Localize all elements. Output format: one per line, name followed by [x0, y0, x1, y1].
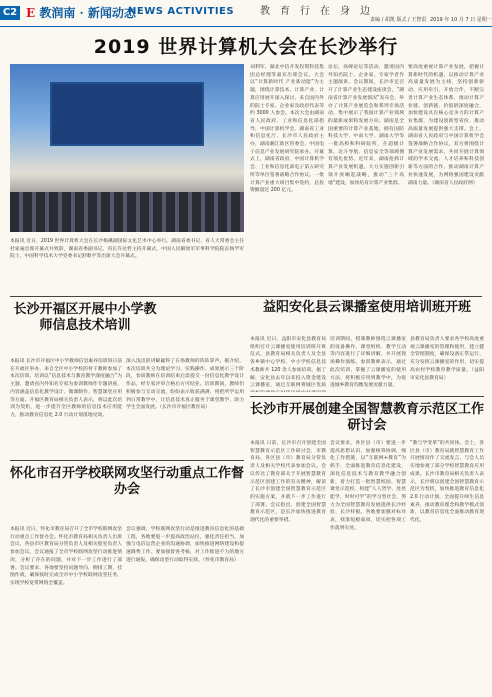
brand-text: 教润南 · 新闻动态	[39, 6, 136, 20]
lead-headline: 2019 世界计算机大会在长沙举行	[93, 36, 399, 58]
brand-e-logo: E	[26, 6, 36, 20]
story1-spacer	[126, 302, 127, 303]
masthead-rule	[0, 26, 492, 27]
story2-title: 益阳安化县云课播室使用培训班开班	[262, 300, 471, 315]
date-line: 2019 年 10 月 7 日 星期一	[430, 17, 492, 23]
story2-divider	[250, 396, 484, 397]
masthead-motto: 教育行在身边	[260, 6, 380, 17]
lead-column-1: 刘利军、湖北中信开发投资科技集团总经理等嘉宾出席会议。大会以“计算新时代 产业新动能”为主题，围绕计算技术、计算产业、计算应用展开深入探讨，来自国内外的院士专家、企业家及政府代表等约 3000 人参会。本次大会由湖南省人民政府、工业和信息化部指导，中国计算机学会、湖南省工业和信息化厅、长沙市人民政府主办，湖南湘江新区管委会、中国电子信息产业发展研究院承办。开幕式上，湖南省政府、中国计算机学会、工业和信息化部电子第五研究所等单位签署战略合作协议。一批计算产业重大项目集中签约，总投资额超过 200 亿元。	[250, 65, 324, 194]
lead-column-3: 要高度重视计算产业发展，把握计算新时代的机遇，以推动计算产业高质量发展为主线，坚持创新驱动、应用牵引、开放合作，不断完善计算产业生态体系，推动计算产业链、创新链、价值链深度融合，加快建设具有核心竞争力的计算产业集群，为建设创新型省份、推动高质量发展提供强大支撑。会上，湖南省人民政府与中国计算机学会签署战略合作协议，双方将围绕计算产业发展需求，共同开展计算领域的学术交流、人才培养和科技创新等方面的合作，推动湖南计算产业快速发展，为网络强国建设贡献湖南力量。（湖南省人民政府网）	[408, 65, 484, 186]
story1-column-2: 深入浅出的讲解赢得了在场教师的阵阵掌声。据介绍，本次培训共分为理论学习、实践操作、成果展示三个阶段，参训教师在培训结束后需提交一份信息化教学设计作品，经专家评审合格后方可结业。培训期间，教师们积极参与互动交流，纷纷表示收获满满，将把所学运用到日常教学中，让信息技术真正服务于课堂教学，助力学生全面发展。（长沙市开福区教育局）	[126, 359, 244, 411]
story3-title: 长沙市开展创建全国智慧教育示范区工作研讨会	[250, 402, 485, 434]
stage-screen	[50, 82, 204, 146]
conference-photo	[10, 64, 244, 232]
story1-column-1: 本报讯 长沙市开福区中小学教师信息素养培训班日前在开福区举办，来自全区中小学校的骨干教师参加了本次培训。培训以“信息技术与教育教学深度融合”为主题，邀请省内外知名专家为参训教师作专题讲座，内容涵盖信息化教学设计、微课制作、智慧课堂应用等方面。开福区教育局相关负责人表示，将以此次培训为契机，进一步提升全区教师的信息技术应用能力，推动教育信息化 2.0 行动计划落地见效。	[10, 359, 122, 418]
section-badge: C2	[0, 6, 20, 20]
story4-column-1: 本报讯 近日，怀化市教育局召开了全市学校联网攻坚行动重点工作督办会。怀化市教育局相关负责人出席会议，各县市区教育局分管负责人及相关股室负责人参加会议。会议通报了全市学校联网攻坚行动推进情况，分析了存在的问题，并对下一步工作进行了部署。会议要求，各地要坚持问题导向，倒排工期，挂图作战，确保按时完成全市中小学校联网攻坚任务，实现学校宽带网络全覆盖。	[10, 527, 122, 586]
brand-title	[26, 4, 136, 21]
story4-divider	[10, 460, 244, 461]
story3-column-2: 会议要求，各区县（市）要进一步提高思想认识，加强统筹协调，细化工作措施，以“互联网+教育”为抓手，全面推进教育信息化建设，深化信息技术与教育教学融合创新，着力打造一批智慧校园、智慧课堂示范校，构建“人人皆学、处处能学、时时可学”的学习型社会，努力为全国智慧教育发展提供长沙经验、长沙样板。各地要加强对标对表，找准短板弱项，切实把各项工作落到实处。	[330, 441, 406, 531]
lead-column-2: 论坛、高峰论坛等活动，邀请国内外知名院士、企业家、专家学者作主题演讲。会议期间，长沙市还召开了计算产业生态建设座谈会，“湖南省计算产业发展情况”发布会，举办了计算产业展览会和系列专场活动，集中展示了我国计算产业领域的最新成果和发展方向。湖南是全国重要的计算产业基地，拥有国防科技大学、中南大学、湖南大学等一批高校和科研院所，在超级计算、北斗导航、信息安全等领域拥有领先优势。近年来，湖南抢抓计算产业发展机遇，大力实施创新引领开放崛起战略，推动“三个高地”建设，加快培育计算产业集群。	[328, 65, 404, 186]
story2-column-3: 县教育局负责人要求各学校高度重视云课播室的管理和使用，建立健全管理制度，确保设备正常运行，充分发挥云课播室的作用，切实提高农村学校教育教学质量。（益阳市安化县教育局）	[410, 337, 484, 381]
story4-column-2: 会议强调，学校联网攻坚行动是推进教育信息化的基础工程，各地要进一步提高政治站位，强化责任担当，加强与电信运营企业的沟通协调，加快推进网络建设和提速降费工作。要加强督查考核，对工作推进不力的地方进行通报，确保攻坚行动取得实效。（怀化市教育局）	[126, 527, 244, 563]
section-divider	[10, 296, 482, 297]
story2-column-1: 本报讯 近日，益阳市安化县教育局组织召开云课播室使用培训班开班仪式，县教育局相关负责人及全县各乡镇中心学校、中小学校信息技术教师共 120 余人参加培训。据了解，安化县去年以来投入资金建设云课播室，通过互联网将城区优质	[250, 337, 326, 389]
editor-line: 责编 / 胡凯 版式 / 王智雷	[370, 17, 427, 23]
story4-title: 怀化市召开学校联网攻坚行动重点工作督办会	[10, 466, 245, 498]
brand-english: NEWS ACTIVITIES	[128, 6, 235, 17]
story1-title: 长沙开福区开展中小学教师信息技术培训	[13, 302, 157, 334]
story3-column-3: “教与学变革”的共同体。会上，各区县（市）教育局就智慧教育工作开展情况作了交流发言，与会人员实地参观了部分学校智慧教育应用成果。长沙市教育局相关负责人表示，长沙将以创建全国智慧教育示范区为契机，加快推进教育信息化 2.0 行动计划，全面提升师生信息素养，推动教育理念和教学模式创新，以教育信息化全面推动教育现代化。	[410, 441, 484, 524]
story2-column-2: 培训期间，授课教师围绕云课播室的设备操作、课堂组织、教学互动等内容进行了详细讲解，并开展现场操作演练。参训教师表示，通过此次培训，掌握了云课播室的使用方法，将积极应用到教学中，为促进城乡教育均衡发展贡献力量。	[330, 337, 406, 389]
photo-caption: 本报讯 近日，2019 世界计算机大会在长沙梅溪湖国际文化艺术中心举行。湖南省委书记、省人大常委会主任杜家毫出席开幕式并致辞，湖南省委副书记、省长许达哲主持开幕式，中国人民解放军军事科学院院长杨学军院士、中国科学技术大学党委书记舒歌平等出席大会开幕式。	[10, 239, 244, 260]
masthead	[0, 0, 492, 26]
story3-column-1: 本报讯 日前，长沙市召开创建全国智慧教育示范区工作研讨会，市教育局、各区县（市）教育局分管负责人及相关学校代表参加会议。会议传达了教育部关于开展智慧教育示范区创建工作的有关精神，解读了长沙市创建全国智慧教育示范区的实施方案，并就下一步工作进行了部署。会议指出，创建全国智慧教育示范区，是长沙加快推进教育现代化的重要举措。	[250, 441, 326, 524]
audience-rows	[10, 192, 244, 232]
